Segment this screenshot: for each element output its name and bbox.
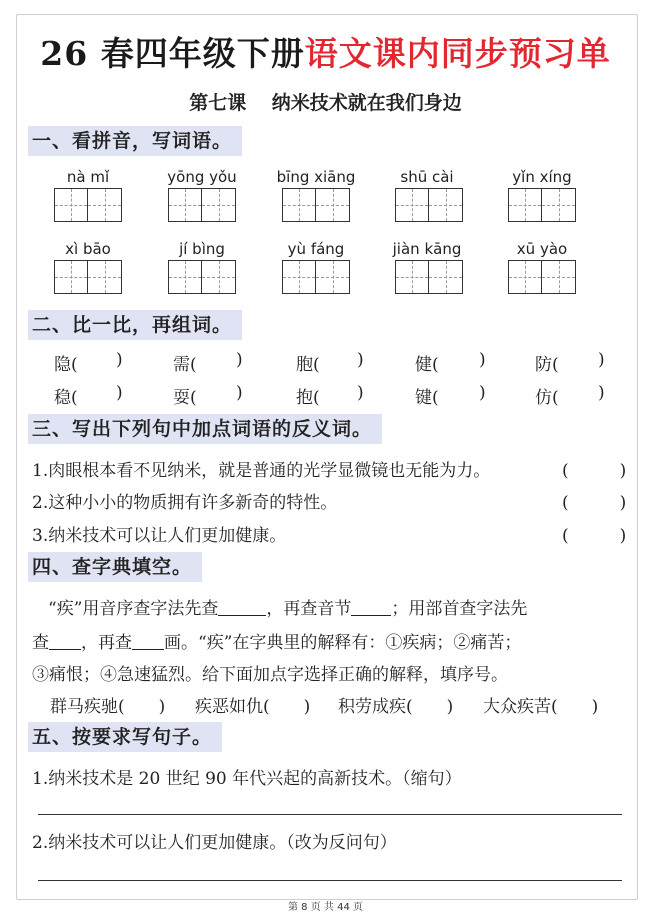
title-subject: 语文课内同步预习单 xyxy=(304,34,611,73)
writing-grid[interactable] xyxy=(54,188,122,222)
writing-grid[interactable] xyxy=(395,188,463,222)
answer-line[interactable] xyxy=(38,814,622,815)
compare-item: 需( xyxy=(173,355,197,375)
pinyin-label: xū yào xyxy=(516,240,568,258)
pinyin-label: jí bìng xyxy=(179,240,225,258)
compare-item: 健( xyxy=(415,355,439,375)
dictionary-line-1 xyxy=(48,594,527,619)
writing-grid[interactable] xyxy=(282,188,350,222)
close-paren: ) xyxy=(236,350,243,370)
title-grade: 26 春四年级下册 xyxy=(40,34,305,73)
section-2-heading: 二、比一比，再组词。 xyxy=(28,310,242,340)
close-paren: ) xyxy=(598,383,605,403)
compare-item: 耍( xyxy=(173,388,197,408)
close-paren: ) xyxy=(598,350,605,370)
page-title xyxy=(0,28,651,75)
section-4-heading: 四、查字典填空。 xyxy=(28,552,202,582)
pinyin-label: yōng yǒu xyxy=(167,168,237,186)
dictionary-line-3: ③痛恨；④急速猛烈。给下面加点字选择正确的解释，填序号。 xyxy=(32,665,508,685)
writing-grid[interactable] xyxy=(508,260,576,294)
compare-item: 胞( xyxy=(296,355,320,375)
close-paren: ) xyxy=(116,350,123,370)
antonym-question: 1.肉眼根本看不见纳米，就是普通的光学显微镜也无能为力。 xyxy=(32,461,491,481)
answer-paren[interactable]: ( ) xyxy=(562,526,627,546)
compare-item: 稳( xyxy=(54,388,78,408)
sentence-task: 2.纳米技术可以让人们更加健康。（改为反问句） xyxy=(32,833,397,853)
writing-grid[interactable] xyxy=(508,188,576,222)
meaning-option: 积劳成疾( ) xyxy=(338,697,454,717)
fill-blank[interactable] xyxy=(132,632,164,650)
fill-blank[interactable] xyxy=(49,632,81,650)
section-1-heading: 一、看拼音，写词语。 xyxy=(28,126,242,156)
pinyin-label: bīng xiāng xyxy=(276,168,356,186)
answer-paren[interactable]: ( ) xyxy=(562,493,627,513)
sentence-task: 1.纳米技术是 20 世纪 90 年代兴起的高新技术。（缩句） xyxy=(32,769,462,789)
close-paren: ) xyxy=(479,350,486,370)
section-5-heading: 五、按要求写句子。 xyxy=(28,722,222,752)
writing-grid[interactable] xyxy=(168,188,236,222)
section-3-heading: 三、写出下列句中加点词语的反义词。 xyxy=(28,414,382,444)
dictionary-line-2 xyxy=(32,628,521,653)
pinyin-label: shū cài xyxy=(400,168,454,186)
answer-line[interactable] xyxy=(38,880,622,881)
writing-grid[interactable] xyxy=(54,260,122,294)
lesson-title: 第七课 纳米技术就在我们身边 xyxy=(189,92,462,114)
text: “疾”用音序查字法先查 xyxy=(48,599,219,619)
antonym-question: 2.这种小小的物质拥有许多新奇的特性。 xyxy=(32,493,338,513)
pinyin-label: yǐn xíng xyxy=(512,168,572,186)
close-paren: ) xyxy=(357,350,364,370)
text: ；用部首查字法先 xyxy=(391,599,528,619)
compare-item: 抱( xyxy=(296,388,320,408)
pinyin-label: xì bāo xyxy=(65,240,111,258)
close-paren: ) xyxy=(116,383,123,403)
answer-paren[interactable]: ( ) xyxy=(562,461,627,481)
compare-item: 键( xyxy=(415,388,439,408)
text: 画。“疾”在字典里的解释有：①疾病；②痛苦； xyxy=(164,633,522,653)
compare-item: 隐( xyxy=(54,355,78,375)
close-paren: ) xyxy=(236,383,243,403)
pinyin-label: nà mǐ xyxy=(66,168,110,186)
text: ，再查 xyxy=(81,633,132,653)
compare-item: 防( xyxy=(535,355,559,375)
meaning-option: 群马疾驰( ) xyxy=(50,697,166,717)
antonym-question: 3.纳米技术可以让人们更加健康。 xyxy=(32,526,287,546)
writing-grid[interactable] xyxy=(168,260,236,294)
pinyin-label: jiàn kāng xyxy=(392,240,462,258)
meaning-option: 疾恶如仇( ) xyxy=(195,697,311,717)
writing-grid[interactable] xyxy=(395,260,463,294)
close-paren: ) xyxy=(357,383,364,403)
text: 查 xyxy=(32,633,49,653)
writing-grid[interactable] xyxy=(282,260,350,294)
fill-blank[interactable] xyxy=(351,598,391,616)
close-paren: ) xyxy=(479,383,486,403)
page-number: 第 8 页 共 44 页 xyxy=(288,902,363,913)
pinyin-label: yù fáng xyxy=(287,240,345,258)
text: ，再查音节 xyxy=(266,599,352,619)
meaning-option: 大众疾苦( ) xyxy=(483,697,599,717)
fill-blank[interactable] xyxy=(218,598,266,616)
compare-item: 仿( xyxy=(535,388,559,408)
